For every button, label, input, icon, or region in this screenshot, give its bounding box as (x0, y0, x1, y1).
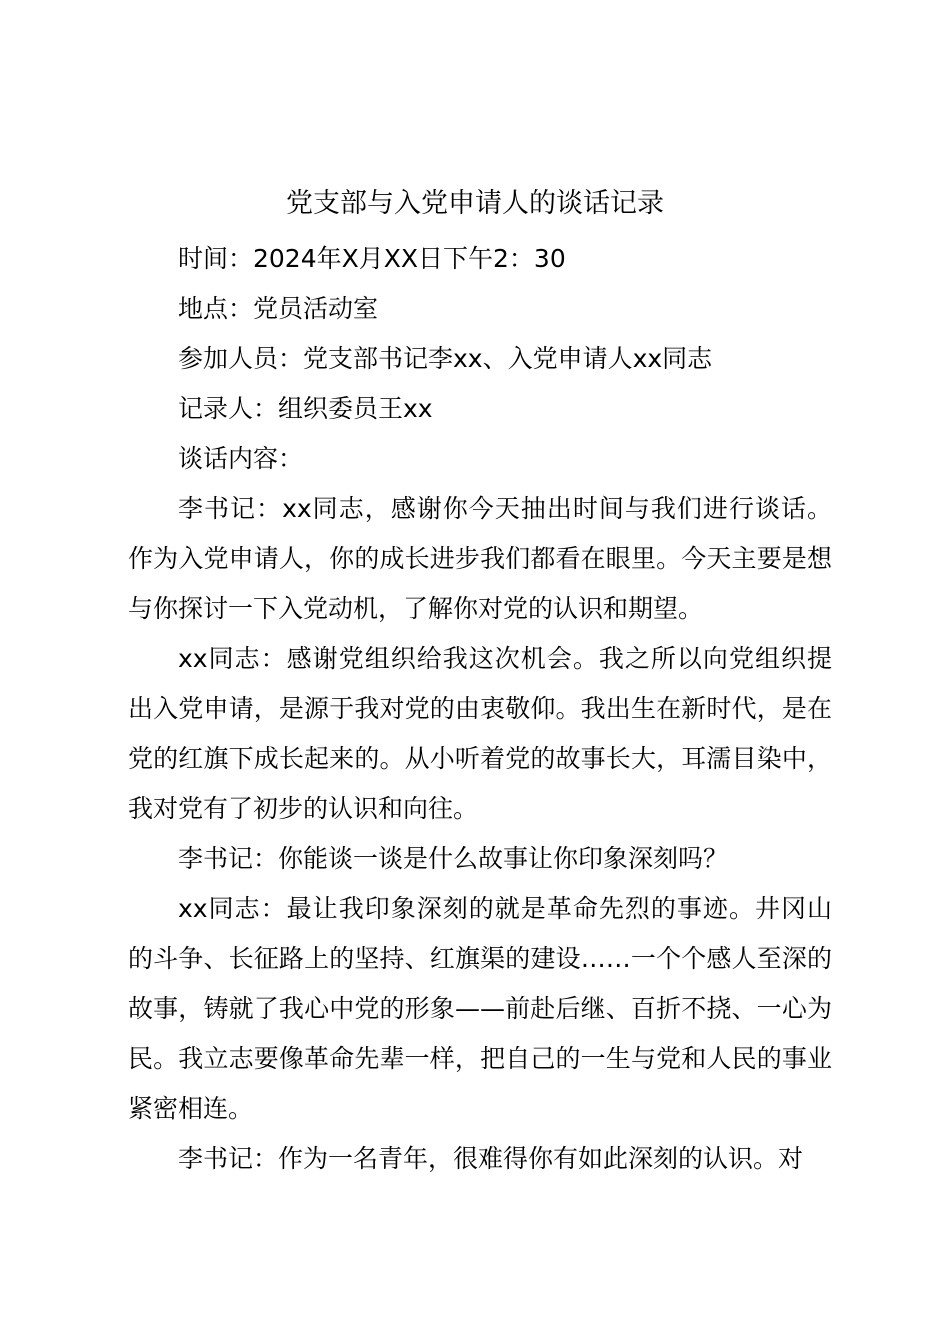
dialogue-paragraph: 李书记：作为一名青年，很难得你有如此深刻的认识。对 (178, 1144, 804, 1173)
dialogue-paragraph: 李书记：你能谈一谈是什么故事让你印象深刻吗？ (178, 844, 729, 873)
meeting-location: 地点：党员活动室 (178, 294, 379, 323)
meeting-participants: 参加人员：党支部书记李xx、入党申请人xx同志 (178, 344, 713, 373)
meeting-recorder: 记录人：组织委员王xx (178, 394, 433, 423)
document-title: 党支部与入党申请人的谈话记录 (286, 188, 664, 219)
dialogue-paragraph: 李书记：xx同志，感谢你今天抽出时间与我们进行谈话。作为入党申请人，你的成长进步我们都看在眼里。今天主要是想与你探讨一下入党动机，了解你对党的认识和期望。 (128, 494, 832, 623)
dialogue-paragraph: xx同志：感谢党组织给我这次机会。我之所以向党组织提出入党申请，是源于我对党的由衷敬仰。我出生在新时代，是在党的红旗下成长起来的。从小听着党的故事长大，耳濡目染中，我对党有了初步的认识和向往。 (128, 644, 832, 823)
document-body (128, 234, 832, 1184)
meeting-time: 时间：2024年X月XX日下午2：30 (178, 244, 566, 273)
dialogue-paragraph: xx同志：最让我印象深刻的就是革命先烈的事迹。井冈山的斗争、长征路上的坚持、红旗渠的建设……一个个感人至深的故事，铸就了我心中党的形象——前赴后继、百折不挠、一心为民。我立志要像革命先辈一样，把自己的一生与党和人民的事业紧密相连。 (128, 894, 832, 1123)
content-heading: 谈话内容： (178, 444, 304, 473)
